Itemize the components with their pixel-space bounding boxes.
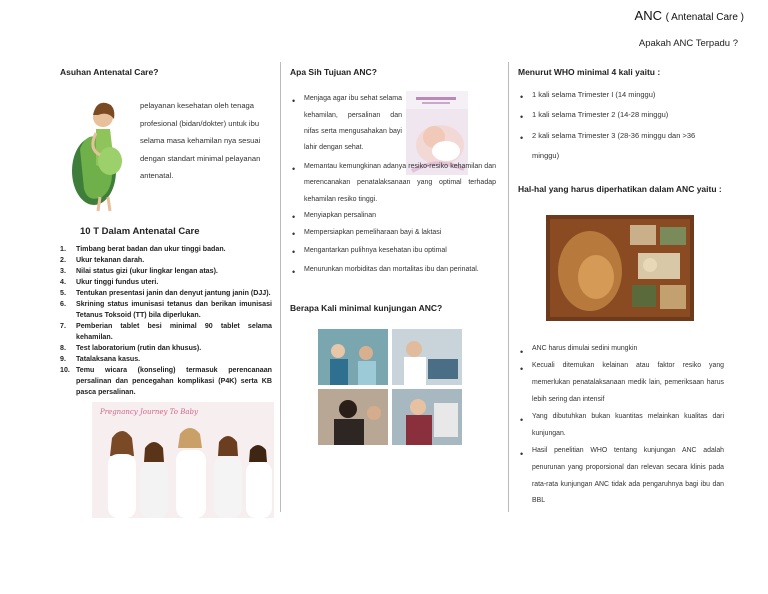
list-item: • Mempersiapkan pemeliharaan bayi & laktasi	[290, 227, 496, 238]
goals-block	[290, 91, 496, 278]
item-text: Test laboratorium (rutin dan khusus).	[76, 343, 202, 352]
item-number: 7.	[60, 321, 66, 330]
heading-who: Menurut WHO minimal 4 kali yaitu :	[518, 67, 661, 77]
list-item	[60, 277, 272, 288]
column-divider	[280, 62, 281, 512]
item-number: 2.	[60, 255, 66, 264]
list-item	[60, 321, 272, 343]
list-item	[60, 255, 272, 266]
item-number: 9.	[60, 354, 66, 363]
pregnant-women-photo	[92, 402, 274, 518]
who-list	[518, 85, 724, 166]
intro-block	[60, 93, 272, 217]
item-number: 10.	[60, 365, 70, 374]
item-number: 8.	[60, 343, 66, 352]
list-item	[60, 244, 272, 255]
list-item: • ANC harus dimulai sedini mungkin	[518, 341, 724, 358]
item-number: 1.	[60, 244, 66, 253]
item-text: Nilai status gizi (ukur lingkar lengan atas).	[76, 266, 218, 275]
title-main: ANC	[634, 8, 662, 23]
list-item	[60, 343, 272, 354]
list-title-10t: 10 T Dalam Antenatal Care	[80, 226, 200, 238]
item-number: 4.	[60, 277, 66, 286]
list-item: • 1 kali selama Trimester 2 (14-28 minggu)	[518, 105, 724, 125]
prenatal-care-photo	[546, 215, 694, 321]
item-text: Timbang berat badan dan ukur tinggi badan.	[76, 244, 226, 253]
heading-kunjungan: Berapa Kali minimal kunjungan ANC?	[290, 303, 443, 314]
item-text: Tatalaksana kasus.	[76, 354, 141, 363]
item-text: Temu wicara (konseling) termasuk perencanaan persalinan dan pencegahan komplikasi (P4K) serta KB pasca persalinan.	[76, 365, 272, 396]
steps-list	[60, 244, 272, 398]
page-subtitle: Apakah ANC Terpadu ?	[638, 38, 738, 49]
page-title	[635, 8, 744, 23]
list-item: • 1 kali selama Trimester I (14 minggu)	[518, 85, 724, 105]
column-left	[60, 66, 272, 522]
list-item	[60, 365, 272, 398]
list-item: • Menyiapkan persalinan	[290, 210, 496, 221]
column-divider	[508, 62, 509, 512]
list-item: • Kecuali ditemukan kelainan atau faktor resiko yang memerlukan penatalaksanaan medik lain, pemeriksaan harus lebih sering dan intensif	[518, 358, 724, 409]
clinic-photo-collage	[318, 329, 462, 445]
item-text: Ukur tinggi fundus uteri.	[76, 277, 159, 286]
notes-list	[518, 341, 724, 510]
list-item: • Hasil penelitian WHO tentang kunjungan ANC adalah penurunan yang proporsional dan relevan secara klinis pada rata-rata kunjungan ANC tidak ada pengaruhnya bagi ibu dan BBL	[518, 443, 724, 511]
list-item: • Yang dibutuhkan bukan kuantitas melainkan kualitas dari kunjungan.	[518, 409, 724, 443]
item-text: Skrining status imunisasi tetanus dan berikan imunisasi Tetanus Toksoid (TT) bila diperlukan.	[76, 299, 272, 319]
list-item: • Mengantarkan pulihnya kesehatan ibu optimal	[290, 245, 496, 256]
item-text: Pemberian tablet besi minimal 90 tablet selama kehamilan.	[76, 321, 272, 341]
heading-tujuan: Apa Sih Tujuan ANC?	[290, 67, 377, 77]
item-number: 5.	[60, 288, 66, 297]
list-item: • Memantau kemungkinan adanya resiko-resiko kehamilan dan merencanakan penatalaksanaan yang optimal terhadap kehamilan resiko tinggi.	[290, 159, 496, 208]
item-text: Ukur tekanan darah.	[76, 255, 145, 264]
list-item	[60, 354, 272, 365]
title-sub: ( Antenatal Care )	[665, 12, 744, 23]
list-item: • Menurunkan morbiditas dan mortalitas ibu dan perinatal.	[290, 262, 496, 278]
heading-asuhan: Asuhan Antenatal Care?	[60, 67, 159, 77]
list-item: • 2 kali selama Trimester 3 (28-36 minggu dan >36 minggu)	[518, 126, 724, 167]
list-item	[60, 288, 272, 299]
list-item: • Menjaga agar ibu sehat selama kehamilan, persalinan dan nifas serta mengusahakan bayi lahir dengan sehat.	[290, 91, 402, 157]
column-middle	[290, 66, 496, 450]
list-item	[60, 266, 272, 277]
item-number: 3.	[60, 266, 66, 275]
item-text: Tentukan presentasi janin dan denyut jantung janin (DJJ).	[76, 288, 271, 297]
pregnant-woman-illustration	[66, 93, 130, 213]
column-right	[518, 66, 724, 510]
item-number: 6.	[60, 299, 66, 308]
photo-caption: Pregnancy Journey To Baby	[100, 407, 198, 416]
list-item	[60, 299, 272, 321]
intro-text: pelayanan kesehatan oleh tenaga profesional (bidan/dokter) untuk ibu selama masa kehamilan nya sesuai dengan standart minimal pelayanan antenatal.	[140, 101, 261, 180]
heading-hal: Hal-hal yang harus diperhatikan dalam ANC yaitu :	[518, 184, 722, 195]
